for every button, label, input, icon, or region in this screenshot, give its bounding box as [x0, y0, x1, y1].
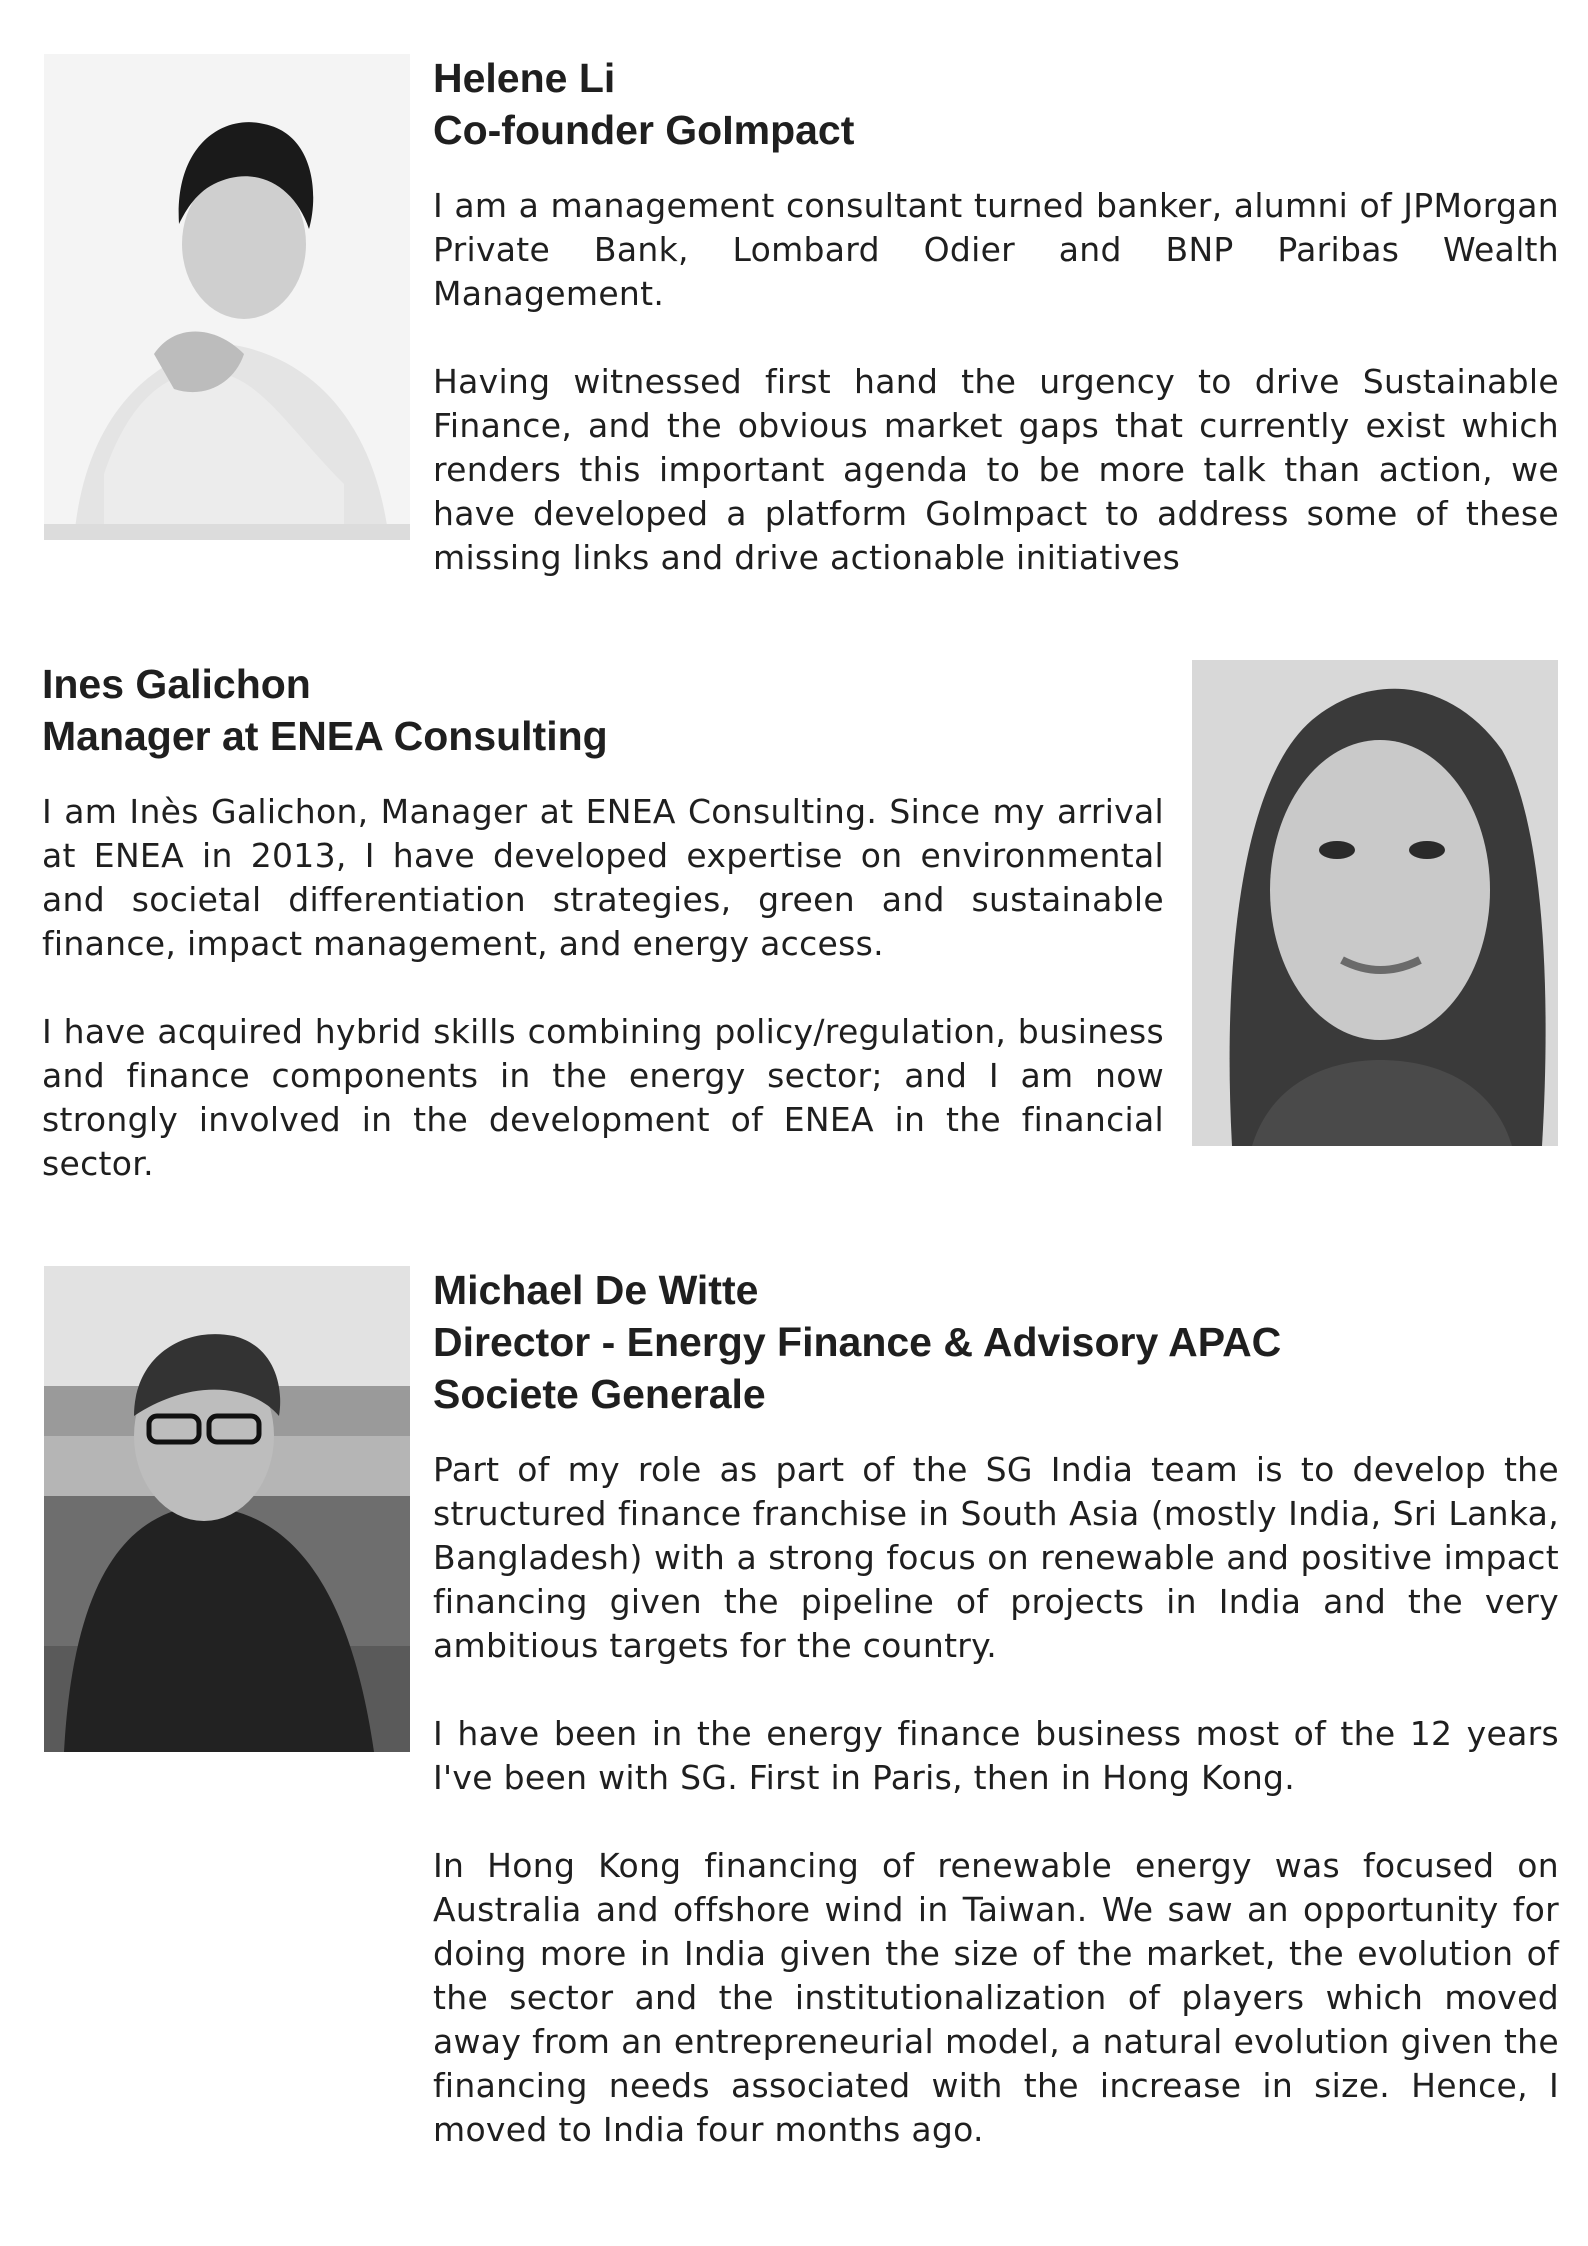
michael-de-witte-role-line-1: Director - Energy Finance & Advisory APAC — [433, 1319, 1282, 1365]
ines-galichon-bio-paragraph-2: I have acquired hybrid skills combining policy/regulation, business and finance components in the energy sector; and I am now strongly involved in the development of ENEA in the financial sector. — [42, 1012, 1164, 1183]
helene-li-role: Co-founder GoImpact — [433, 107, 855, 153]
ines-galichon-profile — [42, 658, 1164, 1186]
michael-de-witte-bio-paragraph-3: In Hong Kong financing of renewable energy was focused on Australia and offshore wind in Taiwan. We saw an opportunity for doing more in India given the size of the market, the evolution of the sector and the institutionalization of players which moved away from an entrepreneurial model, a natural evolution given the financing needs associated with the increase in size. Hence, I moved to India four months ago. — [433, 1846, 1559, 2149]
helene-li-bio-paragraph-1: I am a management consultant turned banker, alumni of JPMorgan Private Bank, Lombard Odier and BNP Paribas Wealth Management. — [433, 186, 1559, 313]
helene-li-bio-paragraph-2: Having witnessed first hand the urgency to drive Sustainable Finance, and the obvious market gaps that currently exist which renders this important agenda to be more talk than action, we have developed a platform GoImpact to address some of these missing links and drive actionable initiatives — [433, 362, 1559, 577]
michael-de-witte-profile — [433, 1264, 1559, 2152]
helene-li-portrait — [44, 54, 410, 540]
helene-li-profile — [433, 52, 1559, 580]
michael-de-witte-role-line-2: Societe Generale — [433, 1371, 766, 1417]
ines-galichon-role: Manager at ENEA Consulting — [42, 713, 608, 759]
ines-galichon-name: Ines Galichon — [42, 661, 311, 707]
michael-de-witte-bio-paragraph-2: I have been in the energy finance business most of the 12 years I've been with SG. First in Paris, then in Hong Kong. — [433, 1714, 1559, 1797]
michael-de-witte-bio-paragraph-1: Part of my role as part of the SG India team is to develop the structured finance franchise in South Asia (mostly India, Sri Lanka, Bangladesh) with a strong focus on renewable and positive impact financing given the pipeline of projects in India and the very ambitious targets for the country. — [433, 1450, 1559, 1665]
michael-de-witte-name: Michael De Witte — [433, 1267, 759, 1313]
ines-galichon-portrait — [1192, 660, 1558, 1146]
helene-li-name: Helene Li — [433, 55, 616, 101]
ines-galichon-bio-paragraph-1: I am Inès Galichon, Manager at ENEA Consulting. Since my arrival at ENEA in 2013, I have developed expertise on environmental and societal differentiation strategies, green and sustainable finance, impact management, and energy access. — [42, 792, 1164, 963]
michael-de-witte-portrait — [44, 1266, 410, 1752]
